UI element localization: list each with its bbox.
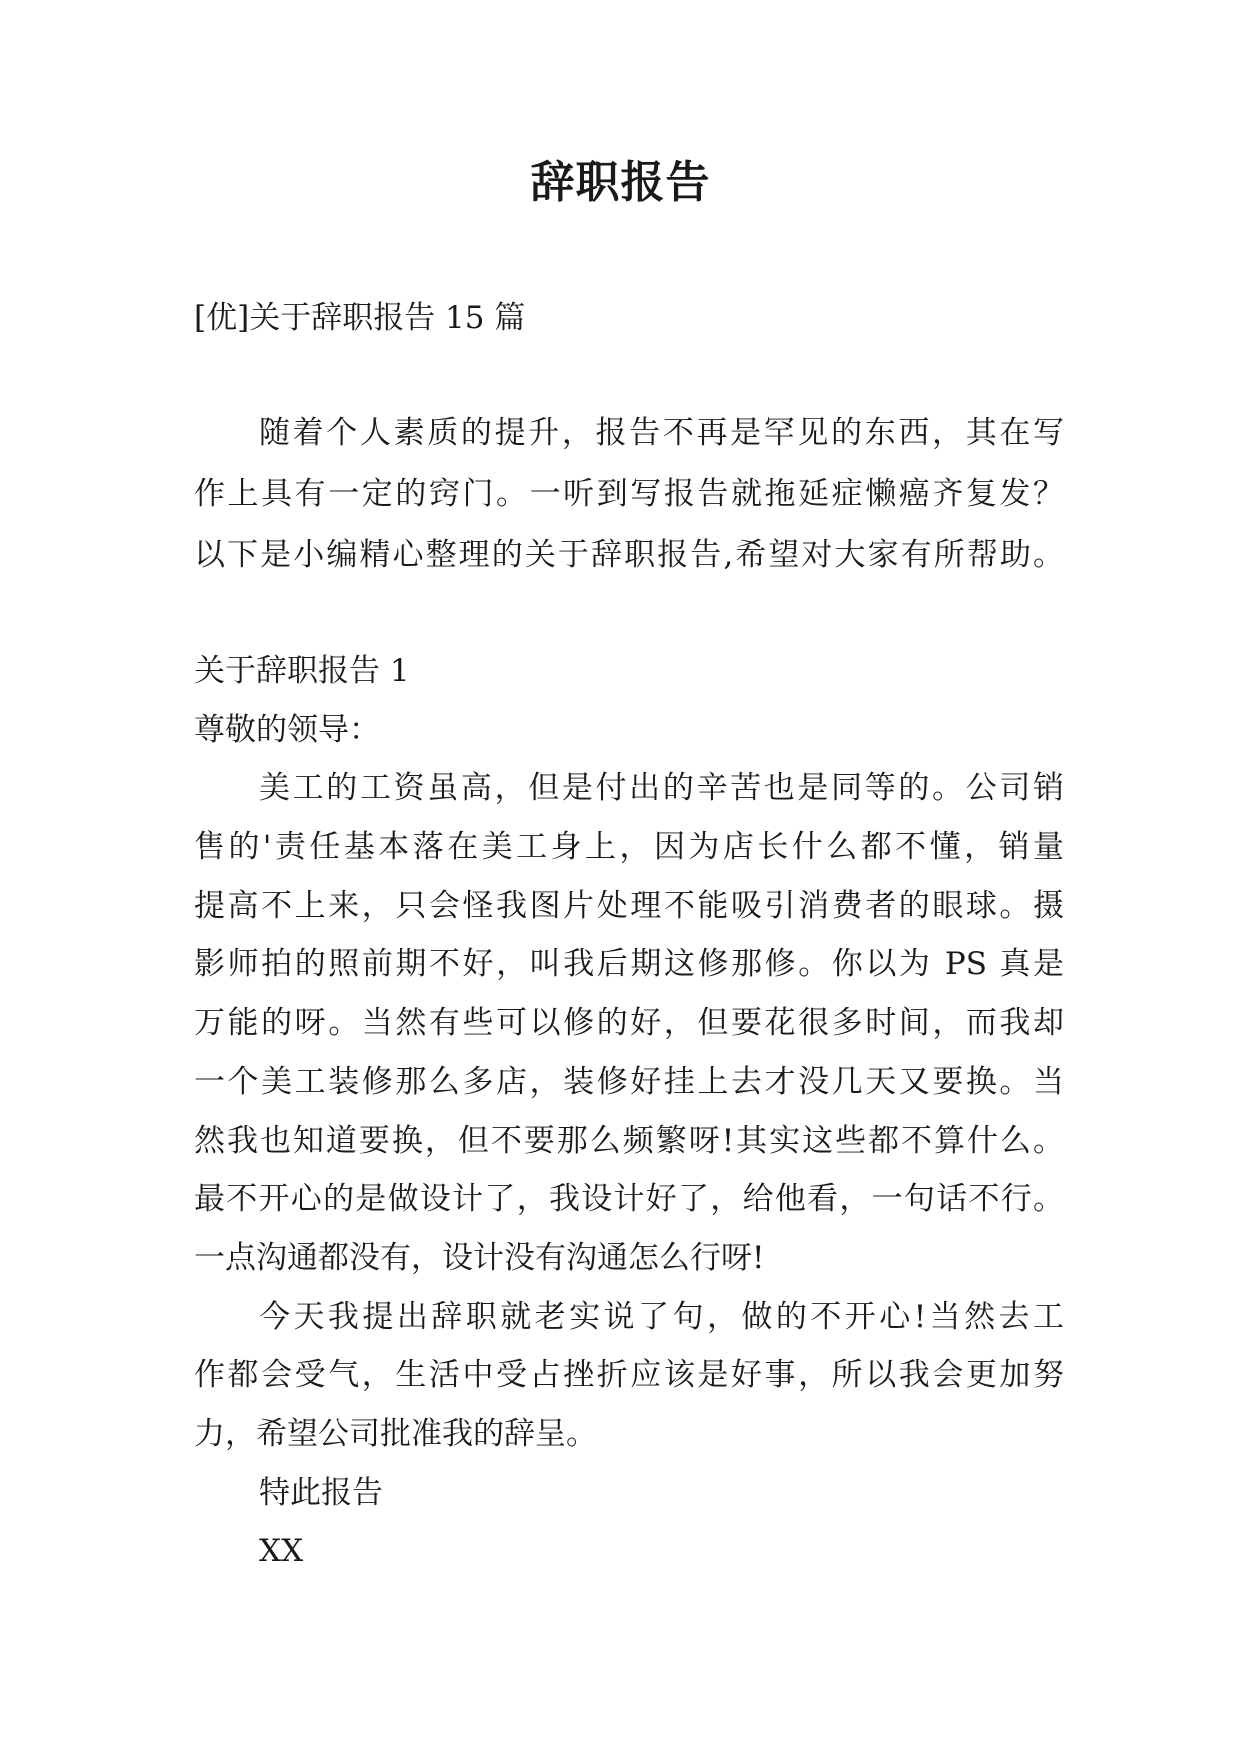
paragraph-line: 作都会受气，生活中受占挫折应该是好事，所以我会更加努 (194, 1357, 1064, 1394)
section-heading: 关于辞职报告 1 (194, 653, 410, 689)
intro-line: 以下是小编精心整理的关于辞职报告,希望对大家有所帮助。 (194, 537, 1064, 573)
paragraph-line: 万能的呀。当然有些可以修的好，但要花很多时间，而我却 (194, 1005, 1064, 1042)
salutation: 尊敬的领导： (194, 711, 380, 748)
body-paragraph (194, 759, 1064, 1287)
paragraph-line: 一个美工装修那么多店，装修好挂上去才没几天又要换。当 (194, 1063, 1064, 1100)
body-paragraph (194, 1288, 1064, 1464)
paragraph-line: 售的'责任基本落在美工身上，因为店长什么都不懂，销量 (194, 829, 1064, 866)
document-title: 辞职报告 (530, 157, 711, 208)
paragraph-line: 提高不上来，只会怪我图片处理不能吸引消费者的眼球。摄 (194, 887, 1064, 924)
intro-line: 作上具有一定的窍门。一听到写报告就拖延症懒癌齐复发？ (194, 476, 1064, 512)
intro-paragraph (194, 403, 1064, 586)
paragraph-line: 一点沟通都没有，设计没有沟通怎么行呀! (194, 1239, 765, 1276)
paragraph-line: 今天我提出辞职就老实说了句，做的不开心!当然去工 (259, 1298, 1064, 1335)
paragraph-line: 力，希望公司批准我的辞呈。 (194, 1415, 597, 1452)
report-section (194, 642, 1064, 1581)
paragraph-line: 影师拍的照前期不好，叫我后期这修那修。你以为 PS 真是 (194, 946, 1064, 983)
closing-line: 特此报告 (259, 1474, 383, 1511)
document-subtitle: [优]关于辞职报告 15 篇 (194, 300, 526, 336)
intro-line: 随着个人素质的提升，报告不再是罕见的东西，其在写 (259, 415, 1064, 451)
paragraph-line: 然我也知道要换，但不要那么频繁呀!其实这些都不算什么。 (194, 1122, 1064, 1159)
signature: XX (259, 1533, 304, 1570)
paragraph-line: 最不开心的是做设计了，我设计好了，给他看，一句话不行。 (194, 1181, 1064, 1218)
paragraph-line: 美工的工资虽高，但是付出的辛苦也是同等的。公司销 (259, 770, 1064, 807)
